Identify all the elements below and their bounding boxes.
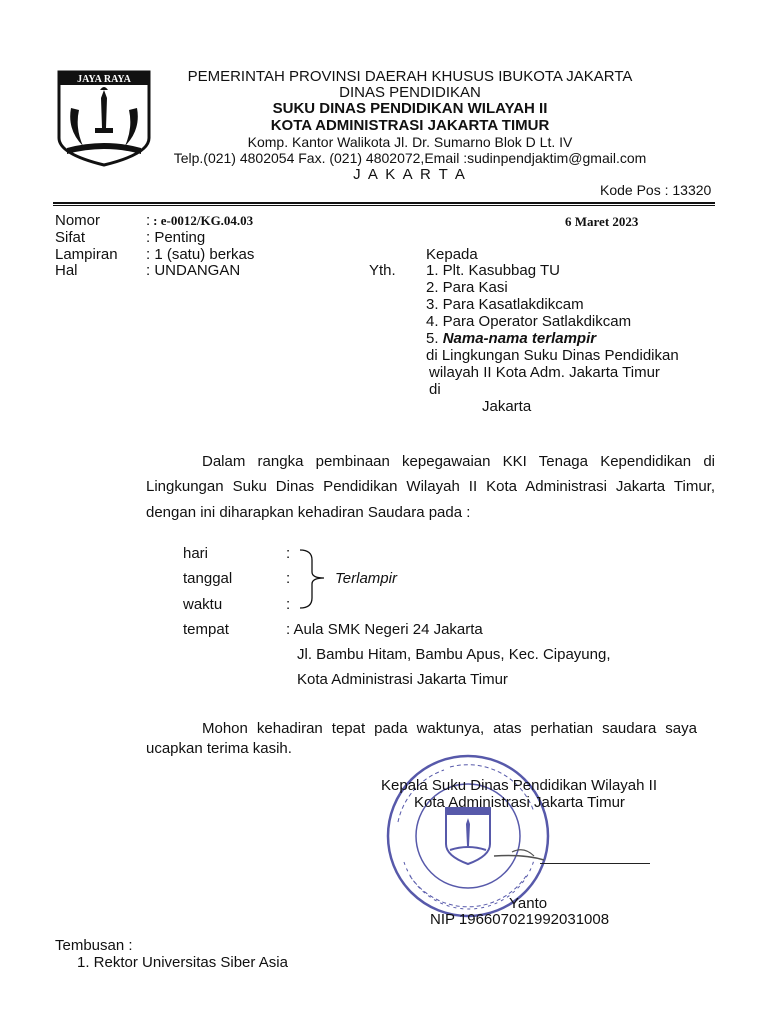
letterhead-city: J A K A R T A bbox=[353, 166, 467, 183]
recipient-location: wilayah II Kota Adm. Jakarta Timur bbox=[429, 364, 660, 381]
recipient-location: di bbox=[429, 381, 441, 398]
hal-value: : UNDANGAN bbox=[146, 262, 241, 279]
lampiran-label: Lampiran bbox=[55, 246, 118, 263]
recipient-item-attached: Nama-nama terlampir bbox=[442, 330, 597, 347]
header-divider bbox=[53, 202, 715, 204]
signature-stroke bbox=[540, 863, 650, 864]
lampiran-value: : 1 (satu) berkas bbox=[146, 246, 255, 263]
postal-code: Kode Pos : 13320 bbox=[600, 182, 712, 198]
signatory-title: Kepala Suku Dinas Pendidikan Wilayah II bbox=[381, 777, 657, 794]
tempat-value: : Aula SMK Negeri 24 Jakarta bbox=[286, 621, 483, 638]
hari-label: hari bbox=[183, 545, 209, 562]
kepada-label: Kepada bbox=[426, 246, 478, 263]
letterhead-contact: Telp.(021) 4802054 Fax. (021) 4802072,Email :sudinpendjaktim@gmail.com bbox=[173, 150, 647, 166]
letterhead-line2: DINAS PENDIDIKAN bbox=[339, 84, 481, 101]
tanggal-colon: : bbox=[286, 570, 291, 587]
recipient-item: 2. Para Kasi bbox=[426, 279, 508, 296]
tempat-address: Jl. Bambu Hitam, Bambu Apus, Kec. Cipayung, bbox=[297, 646, 611, 663]
letter-date: 6 Maret 2023 bbox=[565, 214, 639, 229]
letterhead-line1: PEMERINTAH PROVINSI DAERAH KHUSUS IBUKOTA JAKARTA bbox=[187, 68, 633, 85]
letterhead-line3: SUKU DINAS PENDIDIKAN WILAYAH II bbox=[272, 100, 548, 117]
body-paragraph-line: Lingkungan Suku Dinas Pendidikan Wilayah II Kota Administrasi Jakarta Timur, bbox=[146, 478, 715, 495]
body-paragraph-line: Dalam rangka pembinaan kepegawaian KKI Tenaga Kependidikan di bbox=[202, 453, 715, 470]
letterhead-line4: KOTA ADMINISTRASI JAKARTA TIMUR bbox=[270, 117, 550, 134]
recipient-item-number: 5. bbox=[426, 330, 443, 347]
yth-label: Yth. bbox=[369, 262, 396, 279]
nomor-value: : e-0012/KG.04.03 bbox=[153, 213, 254, 228]
logo-text: JAYA RAYA bbox=[77, 74, 131, 85]
tanggal-label: tanggal bbox=[183, 570, 233, 587]
tempat-label: tempat bbox=[183, 621, 229, 638]
letterhead-address: Komp. Kantor Walikota Jl. Dr. Sumarno Blok D Lt. IV bbox=[247, 134, 573, 150]
signatory-nip: NIP 196607021992031008 bbox=[430, 911, 610, 928]
sifat-label: Sifat bbox=[55, 229, 86, 246]
recipient-item: 1. Plt. Kasubbag TU bbox=[426, 262, 560, 279]
tembusan-item: 1. Rektor Universitas Siber Asia bbox=[77, 954, 288, 971]
closing-line: Mohon kehadiran tepat pada waktunya, atas perhatian saudara saya bbox=[202, 720, 697, 737]
tembusan-label: Tembusan : bbox=[55, 937, 133, 954]
recipient-city: Jakarta bbox=[482, 398, 532, 415]
nomor-label: Nomor bbox=[55, 212, 101, 229]
closing-line: ucapkan terima kasih. bbox=[146, 740, 292, 757]
signatory-name: Yanto bbox=[509, 895, 548, 912]
sifat-value: : Penting bbox=[146, 229, 206, 246]
signatory-title: Kota Administrasi Jakarta Timur bbox=[414, 794, 625, 811]
waktu-label: waktu bbox=[183, 596, 223, 613]
hari-colon: : bbox=[286, 545, 291, 562]
terlampir-note: Terlampir bbox=[335, 570, 397, 587]
recipient-item: 4. Para Operator Satlakdikcam bbox=[426, 313, 632, 330]
curly-brace bbox=[298, 548, 332, 610]
header-divider-thin bbox=[53, 205, 715, 206]
tempat-address: Kota Administrasi Jakarta Timur bbox=[297, 671, 508, 688]
hal-label: Hal bbox=[55, 262, 78, 279]
waktu-colon: : bbox=[286, 596, 291, 613]
recipient-item: 3. Para Kasatlakdikcam bbox=[426, 296, 584, 313]
body-paragraph-line: dengan ini diharapkan kehadiran Saudara pada : bbox=[146, 504, 471, 521]
recipient-location: di Lingkungan Suku Dinas Pendidikan bbox=[426, 347, 679, 364]
